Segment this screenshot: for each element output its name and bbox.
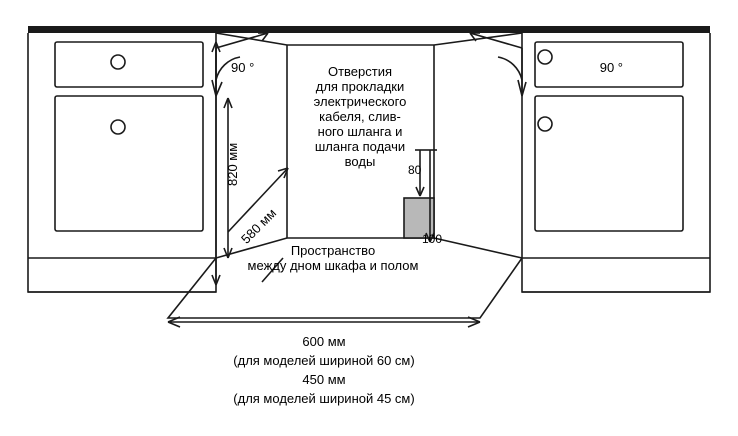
dim-80-label: 80: [408, 163, 422, 177]
right-door-panel: [535, 96, 683, 231]
height-820-label: 820 мм: [225, 142, 240, 186]
circle-knob-icon: [538, 50, 552, 64]
hole-note: [295, 64, 425, 169]
floor-gap-note: [218, 243, 448, 273]
hole-note-line-7: воды: [344, 154, 376, 169]
circle-knob-icon: [111, 55, 125, 69]
floor-gap-line-1: Пространство: [290, 243, 376, 258]
width-line-2: (для моделей шириной 60 см): [233, 353, 415, 368]
countertop-bar: [28, 26, 710, 33]
circle-knob-icon: [111, 120, 125, 134]
left-drawer-panel: [55, 42, 203, 87]
hole-note-line-2: для прокладки: [315, 79, 405, 94]
width-dimension-note: [164, 332, 484, 408]
dim-100-label: 100: [422, 232, 443, 246]
hole-note-line-3: электрического: [313, 94, 407, 109]
width-line-4: (для моделей шириной 45 см): [233, 391, 415, 406]
angle-right-arc: [498, 57, 522, 80]
hole-note-line-6: шланга подачи: [314, 139, 406, 154]
perspective-top-left: [216, 33, 287, 45]
floor-gap-line-2: между дном шкафа и полом: [247, 258, 419, 273]
width-line-1: 600 мм: [302, 334, 346, 349]
left-door-panel: [55, 96, 203, 231]
angle-left-label: 90 °: [231, 60, 255, 75]
hole-note-line-4: кабеля, слив-: [319, 109, 401, 124]
left-cabinet-outline: [28, 33, 216, 292]
width-line-3: 450 мм: [302, 372, 346, 387]
circle-knob-icon: [538, 117, 552, 131]
angle-left-arrow-down: [212, 80, 222, 96]
hole-note-line-1: Отверстия: [327, 64, 393, 79]
angle-right-label: 90 °: [599, 60, 623, 75]
angle-right-diagonal: [470, 33, 522, 48]
height-580-label: 580 мм: [238, 205, 280, 247]
hole-note-line-5: ного шланга и: [317, 124, 403, 139]
